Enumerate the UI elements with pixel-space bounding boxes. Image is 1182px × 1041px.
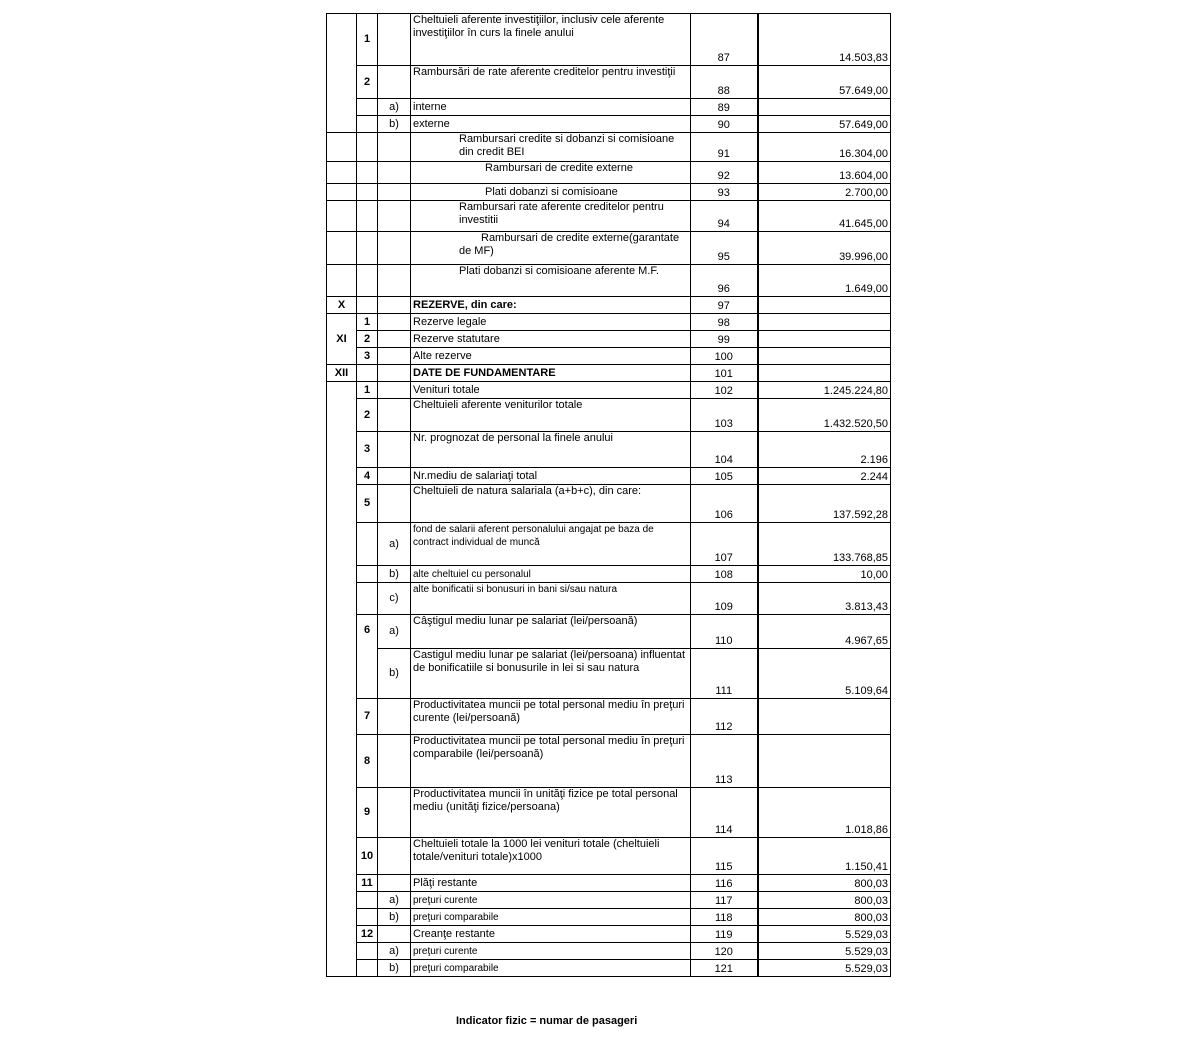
row-label: externe <box>411 116 691 133</box>
row-number: 9 <box>357 788 378 838</box>
row-code: 114 <box>691 788 758 838</box>
row-label: preţuri curente <box>411 892 691 909</box>
row-label: Rambursari de credite externe <box>411 162 691 184</box>
row-subletter: a) <box>378 943 411 960</box>
row-subletter: b) <box>378 960 411 977</box>
row-code: 96 <box>691 265 758 297</box>
row-number: 6 <box>357 615 378 699</box>
row-code: 115 <box>691 838 758 875</box>
row-label: Plăţi restante <box>411 875 691 892</box>
row-value: 5.529,03 <box>758 960 891 977</box>
table-row <box>327 583 891 615</box>
row-value: 1.150,41 <box>758 838 891 875</box>
row-number: 4 <box>357 468 378 485</box>
table-row <box>327 788 891 838</box>
row-value <box>758 348 891 365</box>
row-value: 1.245.224,80 <box>758 382 891 399</box>
row-number: 12 <box>357 926 378 943</box>
row-label: Plati dobanzi si comisioane <box>411 184 691 201</box>
row-label: Productivitatea muncii în unităţi fizice pe total personal mediu (unităţi fizice/persoana) <box>411 788 691 838</box>
row-code: 112 <box>691 699 758 735</box>
footer-note: Indicator fizic = numar de pasageri <box>456 1015 638 1027</box>
row-code: 97 <box>691 297 758 314</box>
table-row <box>327 382 891 399</box>
row-value: 2.700,00 <box>758 184 891 201</box>
row-code: 108 <box>691 566 758 583</box>
table-row <box>327 162 891 184</box>
row-value <box>758 331 891 348</box>
row-value: 10,00 <box>758 566 891 583</box>
row-label: Cheltuieli totale la 1000 lei venituri totale (cheltuieli totale/venituri totale)x1000 <box>411 838 691 875</box>
row-number: 2 <box>357 331 378 348</box>
row-label: alte cheltuiel cu personalul <box>411 566 691 583</box>
row-label: fond de salarii aferent personalului angajat pe baza de contract individual de muncă <box>411 523 691 566</box>
row-subletter: b) <box>378 116 411 133</box>
table-row <box>327 432 891 468</box>
row-number: 3 <box>357 348 378 365</box>
table-row <box>327 201 891 232</box>
table-row <box>327 892 891 909</box>
row-code: 88 <box>691 66 758 99</box>
row-code: 92 <box>691 162 758 184</box>
row-code: 98 <box>691 314 758 331</box>
row-code: 116 <box>691 875 758 892</box>
row-code: 109 <box>691 583 758 615</box>
row-label: REZERVE, din care: <box>411 297 691 314</box>
row-code: 106 <box>691 485 758 523</box>
row-number: 1 <box>357 382 378 399</box>
table-row <box>327 314 891 331</box>
row-value: 57.649,00 <box>758 116 891 133</box>
row-value: 5.109,64 <box>758 649 891 699</box>
row-value: 5.529,03 <box>758 926 891 943</box>
row-code: 110 <box>691 615 758 649</box>
table-row <box>327 649 891 699</box>
row-label: interne <box>411 99 691 116</box>
row-label: preţuri comparabile <box>411 960 691 977</box>
row-subletter: a) <box>378 523 411 566</box>
row-code: 100 <box>691 348 758 365</box>
table-row <box>327 468 891 485</box>
table-row <box>327 116 891 133</box>
row-subletter: b) <box>378 909 411 926</box>
row-code: 113 <box>691 735 758 788</box>
row-number: 11 <box>357 875 378 892</box>
row-label: Alte rezerve <box>411 348 691 365</box>
row-code: 118 <box>691 909 758 926</box>
row-label: alte bonificatii si bonusuri in bani si/sau natura <box>411 583 691 615</box>
table-row <box>327 365 891 382</box>
row-number: 2 <box>357 399 378 432</box>
row-label: Rambursari rate aferente creditelor pentru investitii <box>411 201 691 232</box>
row-subletter: b) <box>378 649 411 699</box>
row-code: 104 <box>691 432 758 468</box>
row-value: 5.529,03 <box>758 943 891 960</box>
row-value: 13.604,00 <box>758 162 891 184</box>
table-row <box>327 297 891 314</box>
row-number: 7 <box>357 699 378 735</box>
row-value <box>758 699 891 735</box>
row-value: 2.244 <box>758 468 891 485</box>
row-label: preţuri curente <box>411 943 691 960</box>
table-row <box>327 331 891 348</box>
table-row <box>327 926 891 943</box>
table-row <box>327 348 891 365</box>
row-code: 105 <box>691 468 758 485</box>
row-code: 91 <box>691 133 758 162</box>
row-label: Cheltuieli de natura salariala (a+b+c), din care: <box>411 485 691 523</box>
row-value: 2.196 <box>758 432 891 468</box>
row-number: 1 <box>357 314 378 331</box>
table-row <box>327 838 891 875</box>
table-row <box>327 875 891 892</box>
row-code: 99 <box>691 331 758 348</box>
row-label: Creanţe restante <box>411 926 691 943</box>
row-subletter: a) <box>378 892 411 909</box>
table-row <box>327 265 891 297</box>
row-label: Nr. prognozat de personal la finele anului <box>411 432 691 468</box>
row-number: 3 <box>357 432 378 468</box>
row-code: 93 <box>691 184 758 201</box>
row-label: DATE DE FUNDAMENTARE <box>411 365 691 382</box>
row-value: 16.304,00 <box>758 133 891 162</box>
row-code: 101 <box>691 365 758 382</box>
row-label: Nr.mediu de salariaţi total <box>411 468 691 485</box>
row-code: 120 <box>691 943 758 960</box>
row-code: 119 <box>691 926 758 943</box>
table-row <box>327 133 891 162</box>
row-number: 10 <box>357 838 378 875</box>
row-code: 90 <box>691 116 758 133</box>
table-row <box>327 14 891 66</box>
row-label: Castigul mediu lunar pe salariat (lei/persoana) influentat de bonificatiile si bonusurile in lei si sau natura <box>411 649 691 699</box>
row-value: 57.649,00 <box>758 66 891 99</box>
row-value <box>758 735 891 788</box>
row-value: 3.813,43 <box>758 583 891 615</box>
row-number: 8 <box>357 735 378 788</box>
row-label: Cheltuieli aferente investiţiilor, inclusiv cele aferente investiţiilor în curs la finele anului <box>411 14 691 66</box>
row-label: Productivitatea muncii pe total personal mediu în preţuri curente (lei/persoană) <box>411 699 691 735</box>
row-value: 800,03 <box>758 875 891 892</box>
row-value: 39.996,00 <box>758 232 891 265</box>
budget-table-sheet <box>326 13 890 977</box>
section-roman: X <box>327 297 357 314</box>
row-value: 1.018,86 <box>758 788 891 838</box>
row-code: 103 <box>691 399 758 432</box>
table-row <box>327 960 891 977</box>
row-value: 137.592,28 <box>758 485 891 523</box>
row-value: 14.503,83 <box>758 14 891 66</box>
row-subletter: a) <box>378 99 411 116</box>
row-code: 107 <box>691 523 758 566</box>
row-subletter: b) <box>378 566 411 583</box>
row-value: 800,03 <box>758 892 891 909</box>
table-row <box>327 699 891 735</box>
table-row <box>327 232 891 265</box>
budget-table <box>326 13 891 977</box>
table-row <box>327 566 891 583</box>
row-label: Cheltuieli aferente veniturilor totale <box>411 399 691 432</box>
row-code: 121 <box>691 960 758 977</box>
row-code: 89 <box>691 99 758 116</box>
row-label: Venituri totale <box>411 382 691 399</box>
row-label: Plati dobanzi si comisioane aferente M.F. <box>411 265 691 297</box>
row-value <box>758 365 891 382</box>
row-code: 102 <box>691 382 758 399</box>
row-code: 117 <box>691 892 758 909</box>
row-value: 800,03 <box>758 909 891 926</box>
table-row <box>327 523 891 566</box>
table-row <box>327 485 891 523</box>
row-value: 4.967,65 <box>758 615 891 649</box>
row-subletter: c) <box>378 583 411 615</box>
row-label: Rezerve statutare <box>411 331 691 348</box>
table-row <box>327 615 891 649</box>
row-number: 2 <box>357 66 378 99</box>
row-value: 41.645,00 <box>758 201 891 232</box>
section-roman: XII <box>327 365 357 382</box>
row-value <box>758 314 891 331</box>
row-value <box>758 99 891 116</box>
table-row <box>327 184 891 201</box>
row-value: 1.432.520,50 <box>758 399 891 432</box>
row-code: 111 <box>691 649 758 699</box>
row-label: Câştigul mediu lunar pe salariat (lei/persoană) <box>411 615 691 649</box>
row-code: 95 <box>691 232 758 265</box>
row-value <box>758 297 891 314</box>
row-label: Rambursari de credite externe(garantate de MF) <box>411 232 691 265</box>
table-row <box>327 909 891 926</box>
table-row <box>327 399 891 432</box>
row-label: Productivitatea muncii pe total personal mediu în preţuri comparabile (lei/persoană) <box>411 735 691 788</box>
row-label: Rambursări de rate aferente creditelor pentru investiţii <box>411 66 691 99</box>
row-value: 1.649,00 <box>758 265 891 297</box>
section-roman: XI <box>327 314 357 365</box>
row-number: 1 <box>357 14 378 66</box>
row-subletter: a) <box>378 615 411 649</box>
row-label: Rambursari credite si dobanzi si comisioane din credit BEI <box>411 133 691 162</box>
row-label: Rezerve legale <box>411 314 691 331</box>
table-row <box>327 943 891 960</box>
table-row <box>327 99 891 116</box>
row-code: 87 <box>691 14 758 66</box>
table-row <box>327 735 891 788</box>
row-code: 94 <box>691 201 758 232</box>
table-row <box>327 66 891 99</box>
row-number: 5 <box>357 485 378 523</box>
row-value: 133.768,85 <box>758 523 891 566</box>
row-label: preţuri comparabile <box>411 909 691 926</box>
